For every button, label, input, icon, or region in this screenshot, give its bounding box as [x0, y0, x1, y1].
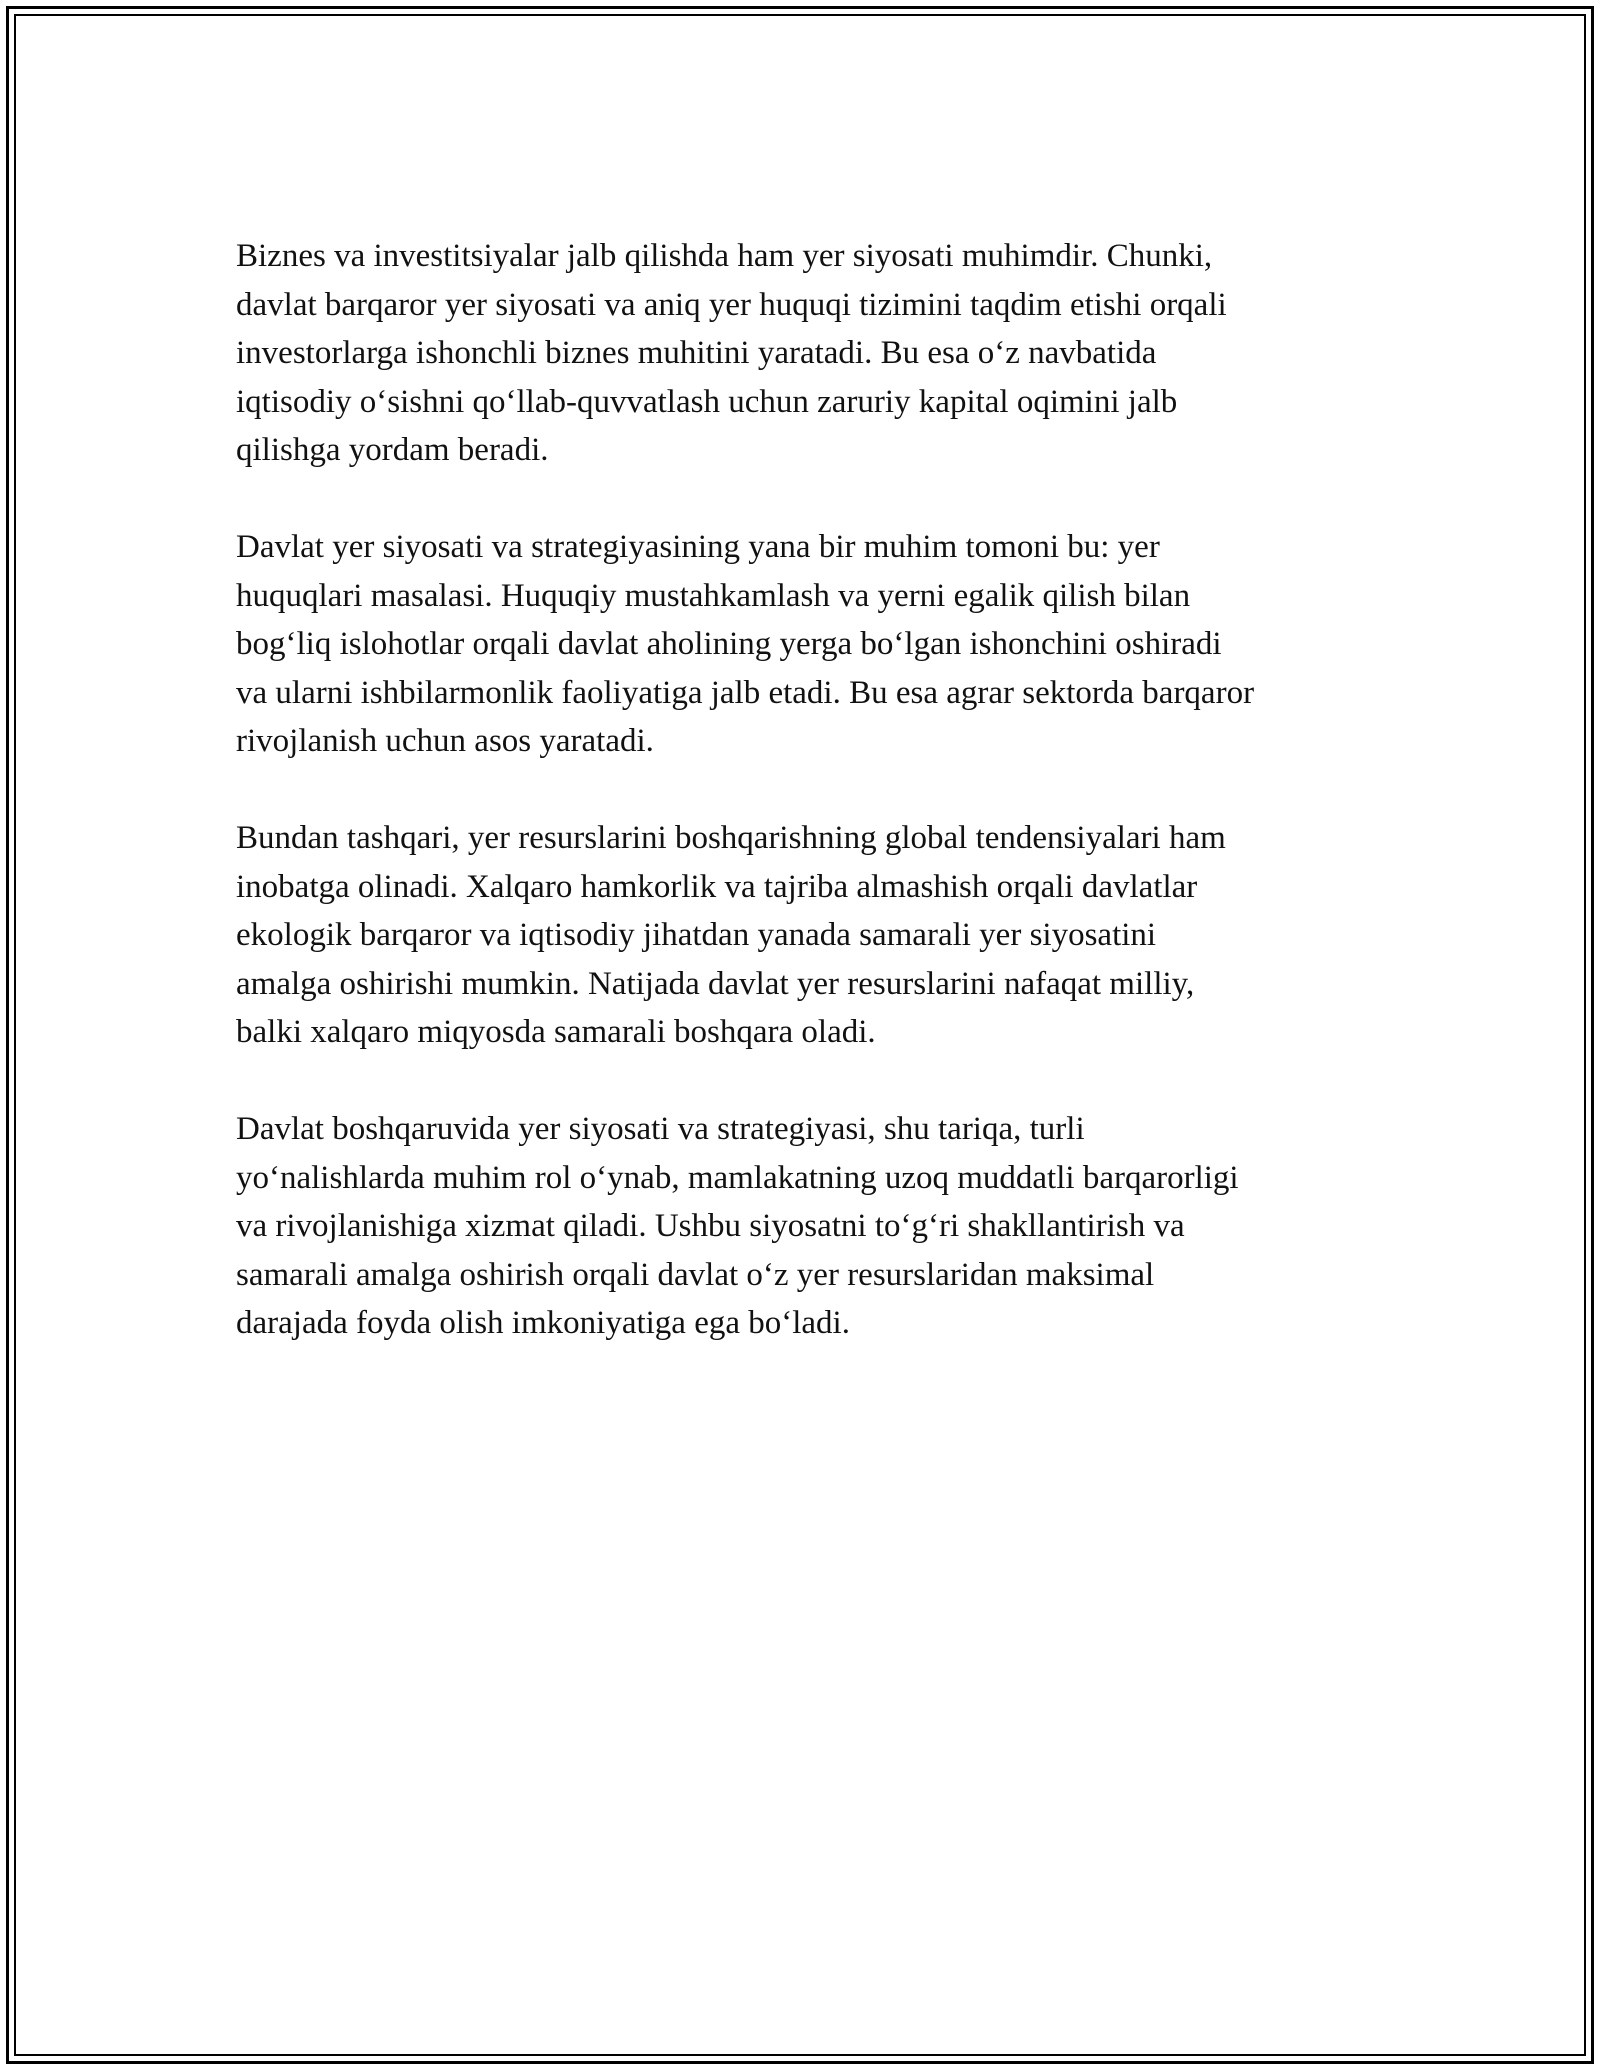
- paragraph-line: davlat barqaror yer siyosati va aniq yer huquqi tizimini taqdim etishi orqali: [236, 286, 1227, 323]
- paragraph-3: [236, 814, 1386, 1057]
- paragraph-line: bog‘liq islohotlar orqali davlat aholining yerga bo‘lgan ishonchini oshiradi: [236, 626, 1222, 662]
- paragraph-line: yo‘nalishlarda muhim rol o‘ynab, mamlakatning uzoq muddatli barqarorligi: [236, 1159, 1239, 1196]
- paragraph-2: [236, 523, 1386, 766]
- paragraph-line: huquqlari masalasi. Huquqiy mustahkamlash va yerni egalik qilish bilan: [236, 577, 1191, 614]
- paragraph-line: investorlarga ishonchli biznes muhitini yaratadi. Bu esa o‘z navbatida: [236, 335, 1157, 371]
- paragraph-line: darajada foyda olish imkoniyatiga ega bo‘ladi.: [236, 1305, 850, 1341]
- paragraph-line: rivojlanish uchun asos yaratadi.: [236, 723, 654, 759]
- paragraph-4: [236, 1105, 1386, 1348]
- paragraph-line: Davlat yer siyosati va strategiyasining yana bir muhim tomoni bu: yer: [236, 529, 1160, 565]
- paragraph-line: va rivojlanishiga xizmat qiladi. Ushbu siyosatni to‘g‘ri shakllantirish va: [236, 1208, 1185, 1244]
- paragraph-line: Biznes va investitsiyalar jalb qilishda ham yer siyosati muhimdir. Chunki,: [236, 238, 1213, 274]
- paragraph-line: Davlat boshqaruvida yer siyosati va strategiyasi, shu tariqa, turli: [236, 1111, 1085, 1147]
- paragraph-line: iqtisodiy o‘sishni qo‘llab-quvvatlash uchun zaruriy kapital oqimini jalb: [236, 383, 1178, 420]
- paragraph-line: ekologik barqaror va iqtisodiy jihatdan yanada samarali yer siyosatini: [236, 917, 1157, 953]
- paragraph-line: amalga oshirishi mumkin. Natijada davlat yer resurslarini nafaqat milliy,: [236, 965, 1195, 1002]
- paragraph-1: [236, 232, 1386, 475]
- document-body: [236, 232, 1386, 1396]
- paragraph-line: va ularni ishbilarmonlik faoliyatiga jalb etadi. Bu esa agrar sektorda barqaror: [236, 674, 1255, 711]
- paragraph-line: Bundan tashqari, yer resurslarini boshqarishning global tendensiyalari ham: [236, 820, 1226, 856]
- paragraph-line: inobatga olinadi. Xalqaro hamkorlik va tajriba almashish orqali davlatlar: [236, 868, 1198, 905]
- paragraph-line: balki xalqaro miqyosda samarali boshqara oladi.: [236, 1014, 876, 1050]
- paragraph-line: qilishga yordam beradi.: [236, 432, 549, 468]
- paragraph-line: samarali amalga oshirish orqali davlat o‘z yer resurslaridan maksimal: [236, 1256, 1155, 1293]
